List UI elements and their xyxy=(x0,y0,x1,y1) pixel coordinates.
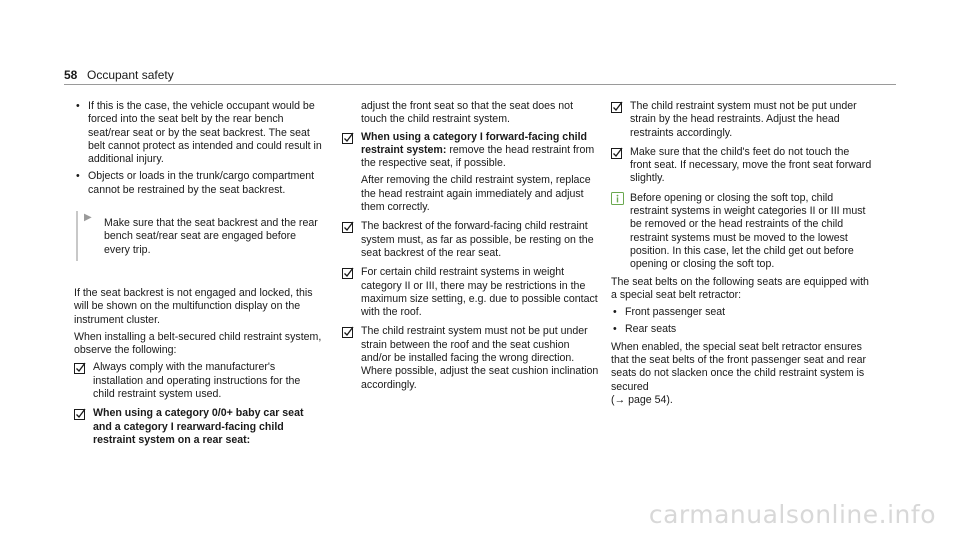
checklist-item: Make sure that the child's feet do not touch the front seat. If necessary, move the front seat forward slightly. xyxy=(611,146,873,186)
checklist-item: The child restraint system must not be put under strain between the roof and the seat cushion and/or be installed facing the wrong direction. Where possible, adjust the seat cushion inclination accordingly. xyxy=(342,325,600,391)
paragraph: If the seat backrest is not engaged and locked, this will be shown on the multifunction display on the instrument cluster. xyxy=(74,286,313,326)
info-icon xyxy=(611,192,624,205)
checkbox-icon xyxy=(611,147,623,159)
list-item: • Objects or loads in the trunk/cargo compartment cannot be restrained by the seat backrest. xyxy=(76,170,315,196)
checkbox-icon xyxy=(342,132,354,144)
checklist-item: Always comply with the manufacturer's installation and operating instructions for the child restraint system used. xyxy=(74,361,322,401)
checkbox-icon xyxy=(342,267,354,279)
checkbox-icon xyxy=(342,326,354,338)
bullet-icon: • xyxy=(613,323,617,336)
header-divider xyxy=(64,84,896,85)
checklist-item: When using a category I forward-facing child restraint system: remove the head restraint from the respective seat, if possible. After removing the child restraint system, replace the head restraint again immediately and adjust them correctly. xyxy=(342,131,600,215)
checkbox-icon xyxy=(342,221,354,233)
paragraph: The seat belts on the following seats are equipped with a special seat belt retractor: xyxy=(611,275,869,301)
watermark: carmanualsonline.info xyxy=(648,499,936,529)
paragraph: When enabled, the special seat belt retractor ensures that the seat belts of the front passenger seat and rear seats do not slacken once the child restraint system is secured (→ page 54). xyxy=(611,340,867,406)
checkbox-icon xyxy=(611,101,623,113)
bullet-icon: • xyxy=(613,306,617,319)
checkbox-icon xyxy=(74,362,86,374)
list-item: • If this is the case, the vehicle occupant would be forced into the seat belt by the rear bench seat/rear seat or by the seat backrest. The seat belt cannot protect as intended and could result in additional injury. xyxy=(76,100,322,166)
column-left xyxy=(74,100,322,453)
list-item: • Front passenger seat xyxy=(613,306,726,319)
section-title: Occupant safety xyxy=(87,68,174,82)
page-reference-link[interactable]: (→ page 54). xyxy=(611,393,673,406)
arrow-right-icon: ▶ xyxy=(84,212,92,224)
checkbox-icon xyxy=(74,408,86,420)
checklist-item: When using a category 0/0+ baby car seat and a category I rearward-facing child restraint system on a rear seat: xyxy=(74,407,322,447)
list-item: • Rear seats xyxy=(613,323,677,336)
bullet-icon: • xyxy=(76,170,80,183)
checklist-item: The child restraint system must not be put under strain by the head restraints. Adjust the head restraints accordingly. xyxy=(611,100,873,140)
column-right xyxy=(611,100,873,411)
checklist-item: For certain child restraint systems in weight category II or III, there may be restrictions in the maximum size setting, e.g. due to possible contact with the roof. xyxy=(342,266,600,319)
paragraph: adjust the front seat so that the seat does not touch the child restraint system. xyxy=(361,100,574,126)
bullet-icon: • xyxy=(76,100,80,112)
checklist-item: The backrest of the forward-facing child restraint system must, as far as possible, be resting on the seat backrest of the rear seat. xyxy=(342,220,600,260)
action-note: ▶ Make sure that the seat backrest and the rear bench seat/rear seat are engaged before every trip. xyxy=(76,211,322,261)
info-note: Before opening or closing the soft top, child restraint systems in weight categories II or III must be removed or the head restraints of the child restraint systems must be moved to the lowest position. In this case, let the child get out before opening or closing the soft top. xyxy=(611,192,873,272)
paragraph: When installing a belt-secured child restraint system, observe the following: xyxy=(74,330,322,357)
page-number: 58 xyxy=(64,68,78,82)
column-middle xyxy=(342,100,600,398)
